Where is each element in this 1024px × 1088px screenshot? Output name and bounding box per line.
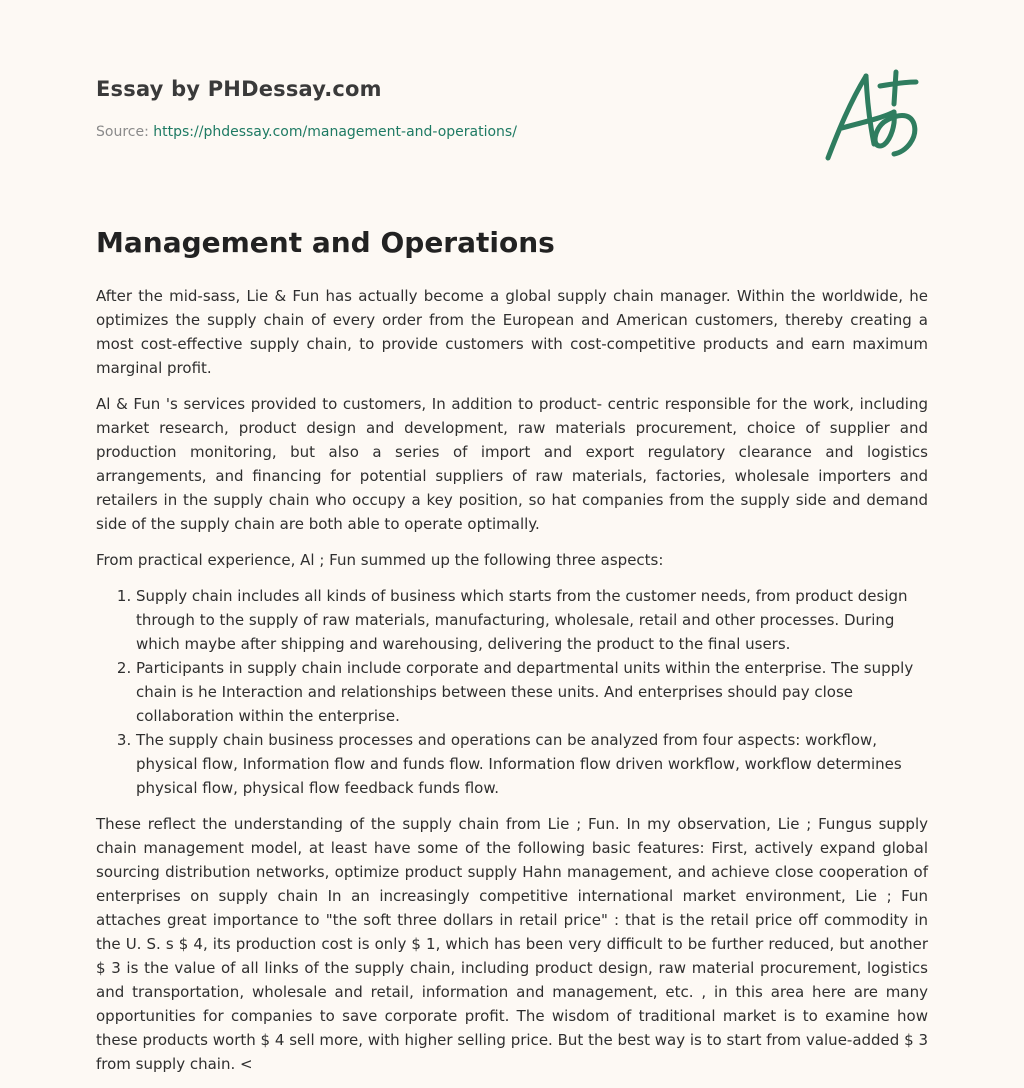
list-item: 2. Participants in supply chain include corporate and departmental units within the enterprise. The supply chain is he Interaction and relationships between these units. And enterprises should pay close collaboration within the enterprise. bbox=[136, 656, 928, 728]
source-line bbox=[96, 124, 517, 140]
list-item: 3. The supply chain business processes and operations can be analyzed from four aspects: workflow, physical flow, Information flow and funds flow. Information flow driven workflow, workflow determines physical flow, physical flow feedback funds flow. bbox=[136, 728, 928, 800]
essay-title: Management and Operations bbox=[96, 226, 555, 259]
source-link[interactable]: https://phdessay.com/management-and-operations/ bbox=[153, 124, 517, 140]
site-title: Essay by PHDessay.com bbox=[96, 77, 382, 101]
a-plus-logo-icon bbox=[820, 66, 928, 166]
list-item: 1. Supply chain includes all kinds of business which starts from the customer needs, from product design through to the supply of raw materials, manufacturing, wholesale, retail and other processes. During which maybe after shipping and warehousing, delivering the product to the final users. bbox=[136, 584, 928, 656]
essay-paragraph: From practical experience, Al ; Fun summed up the following three aspects: bbox=[96, 551, 664, 569]
essay-paragraph: After the mid-sass, Lie & Fun has actually become a global supply chain manager. Within the worldwide, he optimizes the supply chain of every order from the European and American customers, thereby creating a most cost-effective supply chain, to provide customers with cost-competitive products and earn maximum marginal profit. bbox=[96, 287, 928, 377]
source-label: Source: bbox=[96, 124, 149, 140]
essay-body bbox=[96, 284, 928, 1088]
essay-paragraph: Al & Fun 's services provided to customers, In addition to product- centric responsible for the work, including market research, product design and development, raw materials procurement, choice of supplier and production monitoring, but also a series of import and export regulatory clearance and logistics arrangements, and financing for potential suppliers of raw materials, factories, wholesale importers and retailers in the supply chain who occupy a key position, so hat companies from the supply side and demand side of the supply chain are both able to operate optimally. bbox=[96, 395, 928, 533]
essay-paragraph: These reflect the understanding of the supply chain from Lie ; Fun. In my observation, Lie ; Fungus supply chain management model, at least have some of the following basic features: First, actively expand global sourcing distribution networks, optimize product supply Hahn management, and achieve close cooperation of enterprises on supply chain In an increasingly competitive international market environment, Lie ; Fun attaches great importance to "the soft three dollars in retail price" : that is the retail price off commodity in the U. S. s $ 4, its production cost is only $ 1, which has been very difficult to be further reduced, but another $ 3 is the value of all links of the supply chain, including product design, raw material procurement, logistics and transportation, wholesale and retail, information and management, etc. , in this area here are many opportunities for companies to save corporate profit. The wisdom of traditional market is to examine how these products worth $ 4 sell more, with higher selling price. But the best way is to start from value-added $ 3 from supply chain. < bbox=[96, 815, 928, 1073]
aspects-list bbox=[96, 584, 928, 800]
